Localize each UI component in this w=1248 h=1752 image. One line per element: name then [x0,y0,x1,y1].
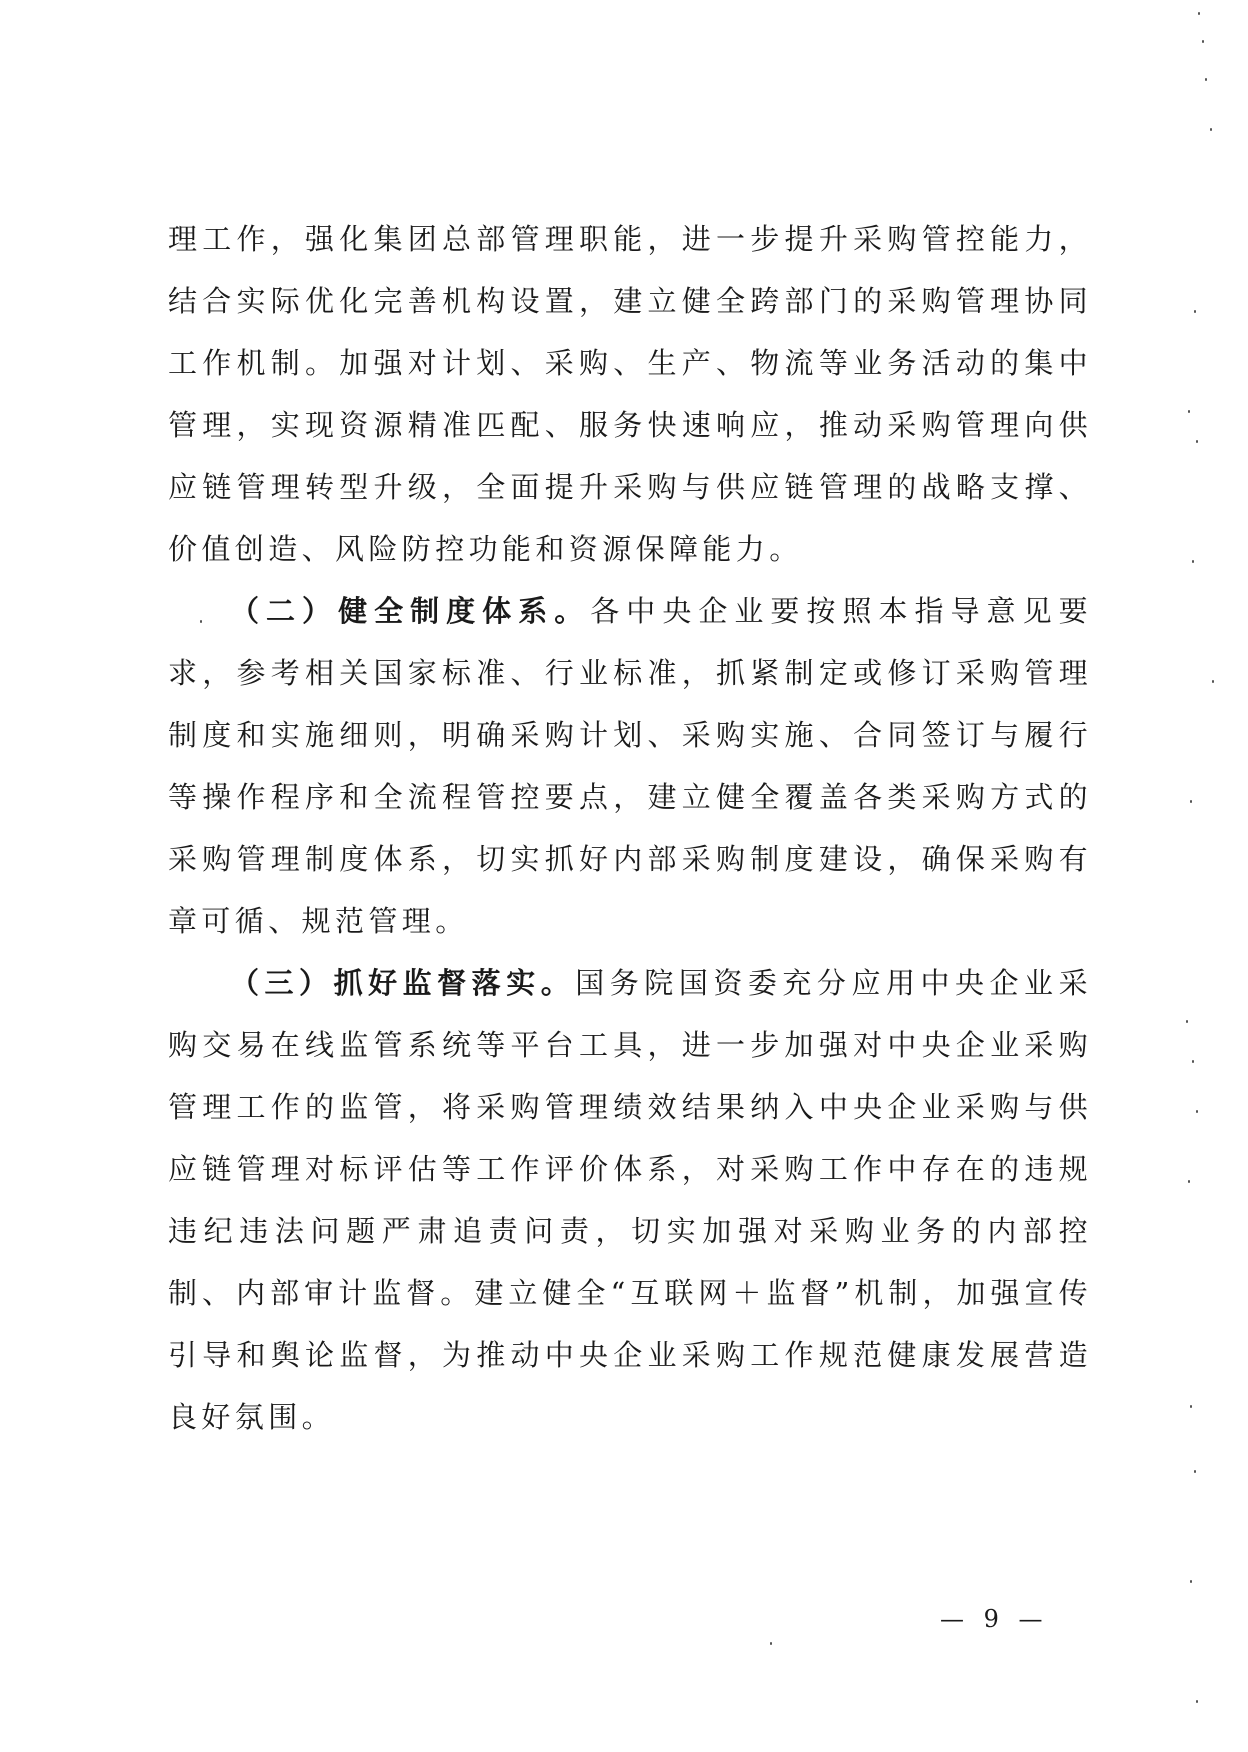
paragraph-3 [168,952,1092,1448]
scan-speck [1192,1060,1194,1063]
page-number: — 9 — [940,1605,1049,1633]
scan-speck [1190,800,1192,803]
scan-speck [200,620,202,623]
scan-speck [1212,680,1214,683]
scan-speck [1186,1020,1188,1023]
scan-speck [1188,1180,1190,1183]
paragraph-2-text: 各中央企业要按照本指导意见要求，参考相关国家标准、行业标准，抓紧制定或修订采购管理制度和实施细则，明确采购计划、采购实施、合同签订与履行等操作程序和全流程管控要点，建立健全覆盖各类采购方式的采购管理制度体系，切实抓好内部采购制度建设，确保采购有章可循、规范管理。 [168,594,1092,938]
paragraph-1-text: 理工作，强化集团总部管理职能，进一步提升采购管控能力，结合实际优化完善机构设置，建立健全跨部门的采购管理协同工作机制。加强对计划、采购、生产、物流等业务活动的集中管理，实现资源精准匹配、服务快速响应，推动采购管理向供应链管理转型升级，全面提升采购与供应链管理的战略支撑、价值创造、风险防控功能和资源保障能力。 [168,222,1092,566]
scan-speck [1190,1405,1192,1408]
scan-speck [1196,440,1198,443]
scan-speck [1192,560,1194,563]
scan-speck [1205,78,1207,81]
body-text [168,208,1092,1448]
scan-speck [1194,1470,1196,1473]
section-heading-3: （三）抓好监督落实。 [230,966,576,1000]
scan-speck [1198,12,1200,15]
scan-speck [1190,1580,1192,1583]
paragraph-1 [168,208,1092,580]
paragraph-2 [168,580,1092,952]
paragraph-3-text: 国务院国资委充分应用中央企业采购交易在线监管系统等平台工具，进一步加强对中央企业采购管理工作的监管，将采购管理绩效结果纳入中央企业采购与供应链管理对标评估等工作评价体系，对采购工作中存在的违规违纪违法问题严肃追责问责，切实加强对采购业务的内部控制、内部审计监督。建立健全“互联网＋监督”机制，加强宣传引导和舆论监督，为推动中央企业采购工作规范健康发展营造良好氛围。 [168,966,1092,1434]
scan-speck [770,1642,772,1645]
scan-speck [1210,128,1212,131]
scan-speck [1196,1110,1198,1113]
scan-speck [1188,410,1190,413]
scan-speck [1196,1700,1198,1703]
scan-speck [1194,310,1196,313]
scan-speck [1202,40,1204,43]
section-heading-2: （二）健全制度体系。 [230,594,591,628]
